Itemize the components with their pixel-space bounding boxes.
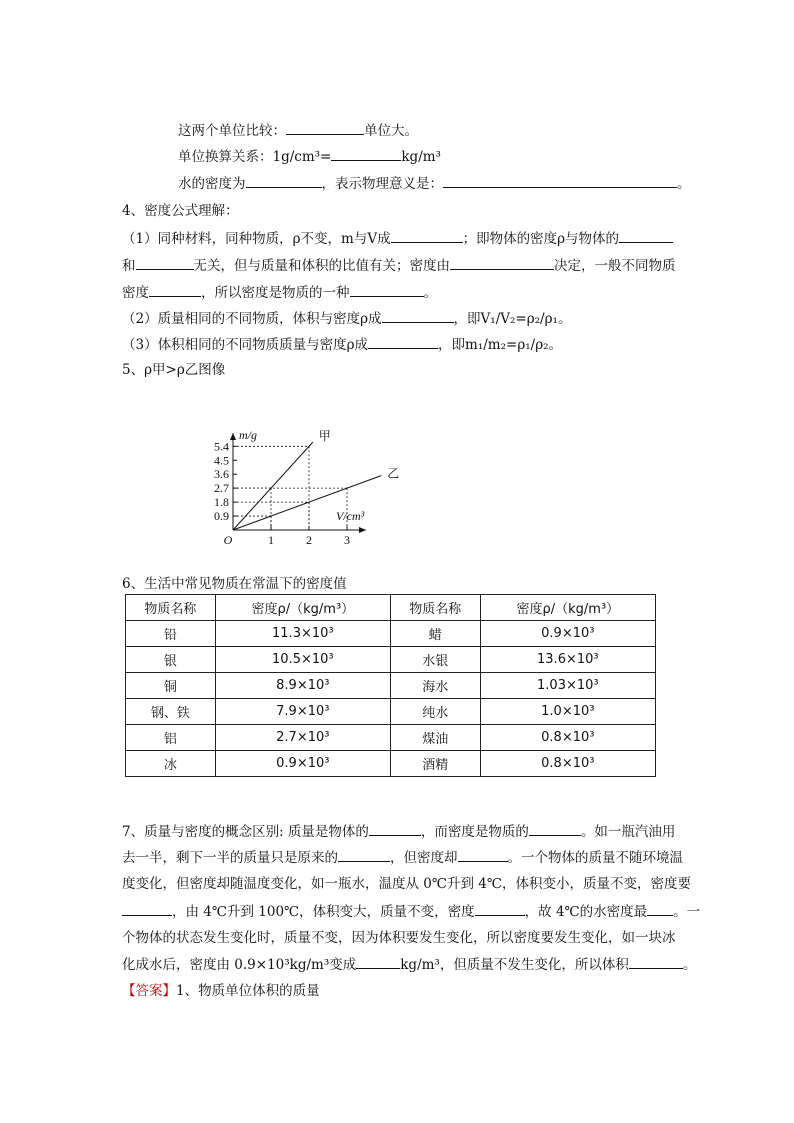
answer-blank[interactable]: [619, 229, 673, 243]
section6-title: 6、生活中常见物质在常温下的密度值: [122, 576, 347, 592]
section4-p1a: （1）同种材料，同种物质，ρ不变，m与V成 ；即物体的密度ρ与物体的: [122, 229, 673, 248]
table-cell: 海水: [390, 673, 480, 699]
answer-blank[interactable]: [368, 335, 438, 349]
table-cell: 0.9×10³: [215, 751, 390, 777]
table-cell: 铜: [126, 673, 216, 699]
answer-blank[interactable]: [350, 283, 424, 297]
water-density-line: 水的密度为 ，表示物理意义是： 。: [178, 176, 691, 192]
table-cell: 冰: [126, 751, 216, 777]
answer-blank[interactable]: [331, 147, 401, 161]
y-tick-label: 5.4: [214, 439, 229, 454]
table-cell: 2.7×10³: [215, 725, 390, 751]
section7-l6: 化成水后，密度由 0.9×10³kg/m³变成 kg/m³，但质量不发生变化，所以体积 。: [122, 957, 697, 973]
table-cell: 1.0×10³: [480, 699, 655, 725]
table-row: [126, 725, 656, 751]
table-cell: 7.9×10³: [215, 699, 390, 725]
answer-blank[interactable]: [338, 848, 390, 862]
origin-label: O: [223, 533, 233, 547]
table-header-row: [126, 595, 656, 621]
table-cell: 0.9×10³: [480, 621, 655, 647]
answer-blank[interactable]: [286, 121, 364, 135]
y-tick-label: 3.6: [214, 467, 229, 482]
section7-l5: 个物体的状态发生变化时，质量不变，因为体积要发生变化，所以密度要发生变化，如一块冰: [122, 930, 676, 946]
answer-blank[interactable]: [382, 309, 454, 323]
y-axis-arrow: [230, 433, 236, 440]
section4-p3: （3）体积相同的不同物质质量与密度ρ成 ，即m₁/m₂=ρ₁/ρ₂。: [122, 337, 563, 353]
y-tick-label: 1.8: [214, 495, 229, 510]
answer-blank[interactable]: [122, 902, 172, 916]
answer-blank[interactable]: [149, 283, 201, 297]
unit-compare-line: 这两个单位比较： 单位大。: [178, 123, 418, 139]
table-header-cell: 物质名称: [126, 595, 216, 621]
answer-blank[interactable]: [475, 902, 525, 916]
section7-l3: 度变化，但密度却随温度变化，如一瓶水，温度从 0℃升到 4℃，体积变小，质量不变，密度要: [122, 876, 691, 892]
table-cell: 13.6×10³: [480, 647, 655, 673]
table-row: [126, 621, 656, 647]
table-cell: 1.03×10³: [480, 673, 655, 699]
x-tick-label: 3: [344, 533, 350, 547]
answer-blank[interactable]: [356, 955, 400, 969]
x-axis-arrow: [359, 527, 366, 533]
table-header-cell: 密度ρ/（kg/m³）: [480, 595, 655, 621]
table-row: [126, 647, 656, 673]
y-tick-label: 0.9: [214, 509, 229, 524]
section5-title: 5、ρ甲>ρ乙图像: [122, 362, 226, 378]
table-cell: 煤油: [390, 725, 480, 751]
table-cell: 水银: [390, 647, 480, 673]
x-tick-label: 2: [306, 533, 312, 547]
section4-p1b: 和 无关，但与质量和体积的比值有关；密度由 决定，一般不同物质: [122, 258, 676, 274]
section4-p1c: 密度 ，所以密度是物质的一种 。: [122, 285, 437, 301]
table-cell: 蜡: [390, 621, 480, 647]
series-label: 甲: [318, 429, 331, 444]
density-chart: [205, 390, 400, 550]
table-row: [126, 751, 656, 777]
table-header-cell: 密度ρ/（kg/m³）: [215, 595, 390, 621]
table-row: [126, 673, 656, 699]
answer-blank[interactable]: [246, 174, 322, 188]
section7-l2: 去一半，剩下一半的质量只是原来的 ，但密度却 。一个物体的质量不随环境温: [122, 850, 683, 866]
table-cell: 纯水: [390, 699, 480, 725]
table-cell: 8.9×10³: [215, 673, 390, 699]
section4-title: 4、密度公式理解：: [122, 203, 239, 219]
section4-p2: （2）质量相同的不同物质，体积与密度ρ成 ，即V₁/V₂=ρ₂/ρ₁。: [122, 311, 572, 327]
table-cell: 钢、铁: [126, 699, 216, 725]
answer-blank[interactable]: [647, 902, 673, 916]
answer-blank[interactable]: [443, 174, 677, 188]
section7-l4: ，由 4℃升到 100℃，体积变大，质量不变，密度 ，故 4℃的水密度最 。一: [122, 902, 700, 921]
answer-line: 【答案】1、物质单位体积的质量: [122, 983, 320, 999]
table-cell: 0.8×10³: [480, 751, 655, 777]
series-label: 乙: [387, 466, 400, 481]
y-tick-label: 4.5: [214, 453, 229, 468]
table-cell: 10.5×10³: [215, 647, 390, 673]
table-cell: 11.3×10³: [215, 621, 390, 647]
density-table: [125, 594, 656, 777]
answer-blank[interactable]: [136, 256, 194, 270]
table-cell: 酒精: [390, 751, 480, 777]
answer-blank[interactable]: [369, 822, 421, 836]
answer-blank[interactable]: [458, 848, 508, 862]
y-tick-label: 2.7: [214, 481, 229, 496]
x-axis-label: V/cm³: [336, 509, 365, 523]
table-cell: 0.8×10³: [480, 725, 655, 751]
unit-conversion-line: 单位换算关系：1g/cm³= kg/m³: [178, 149, 441, 165]
table-cell: 铝: [126, 725, 216, 751]
answer-blank[interactable]: [450, 256, 554, 270]
y-axis-label: m/g: [239, 428, 257, 442]
table-row: [126, 699, 656, 725]
table-header-cell: 物质名称: [390, 595, 480, 621]
section7-l1: 7、质量与密度的概念区别: 质量是物体的 ，而密度是物质的 。如一瓶汽油用: [122, 824, 676, 840]
answer-tag: 【答案】: [122, 983, 176, 999]
x-tick-label: 1: [268, 533, 274, 547]
answer-blank[interactable]: [629, 955, 683, 969]
answer-blank[interactable]: [529, 822, 581, 836]
table-cell: 铅: [126, 621, 216, 647]
series-line-jia: [233, 442, 313, 530]
answer-blank[interactable]: [391, 229, 463, 243]
table-cell: 银: [126, 647, 216, 673]
